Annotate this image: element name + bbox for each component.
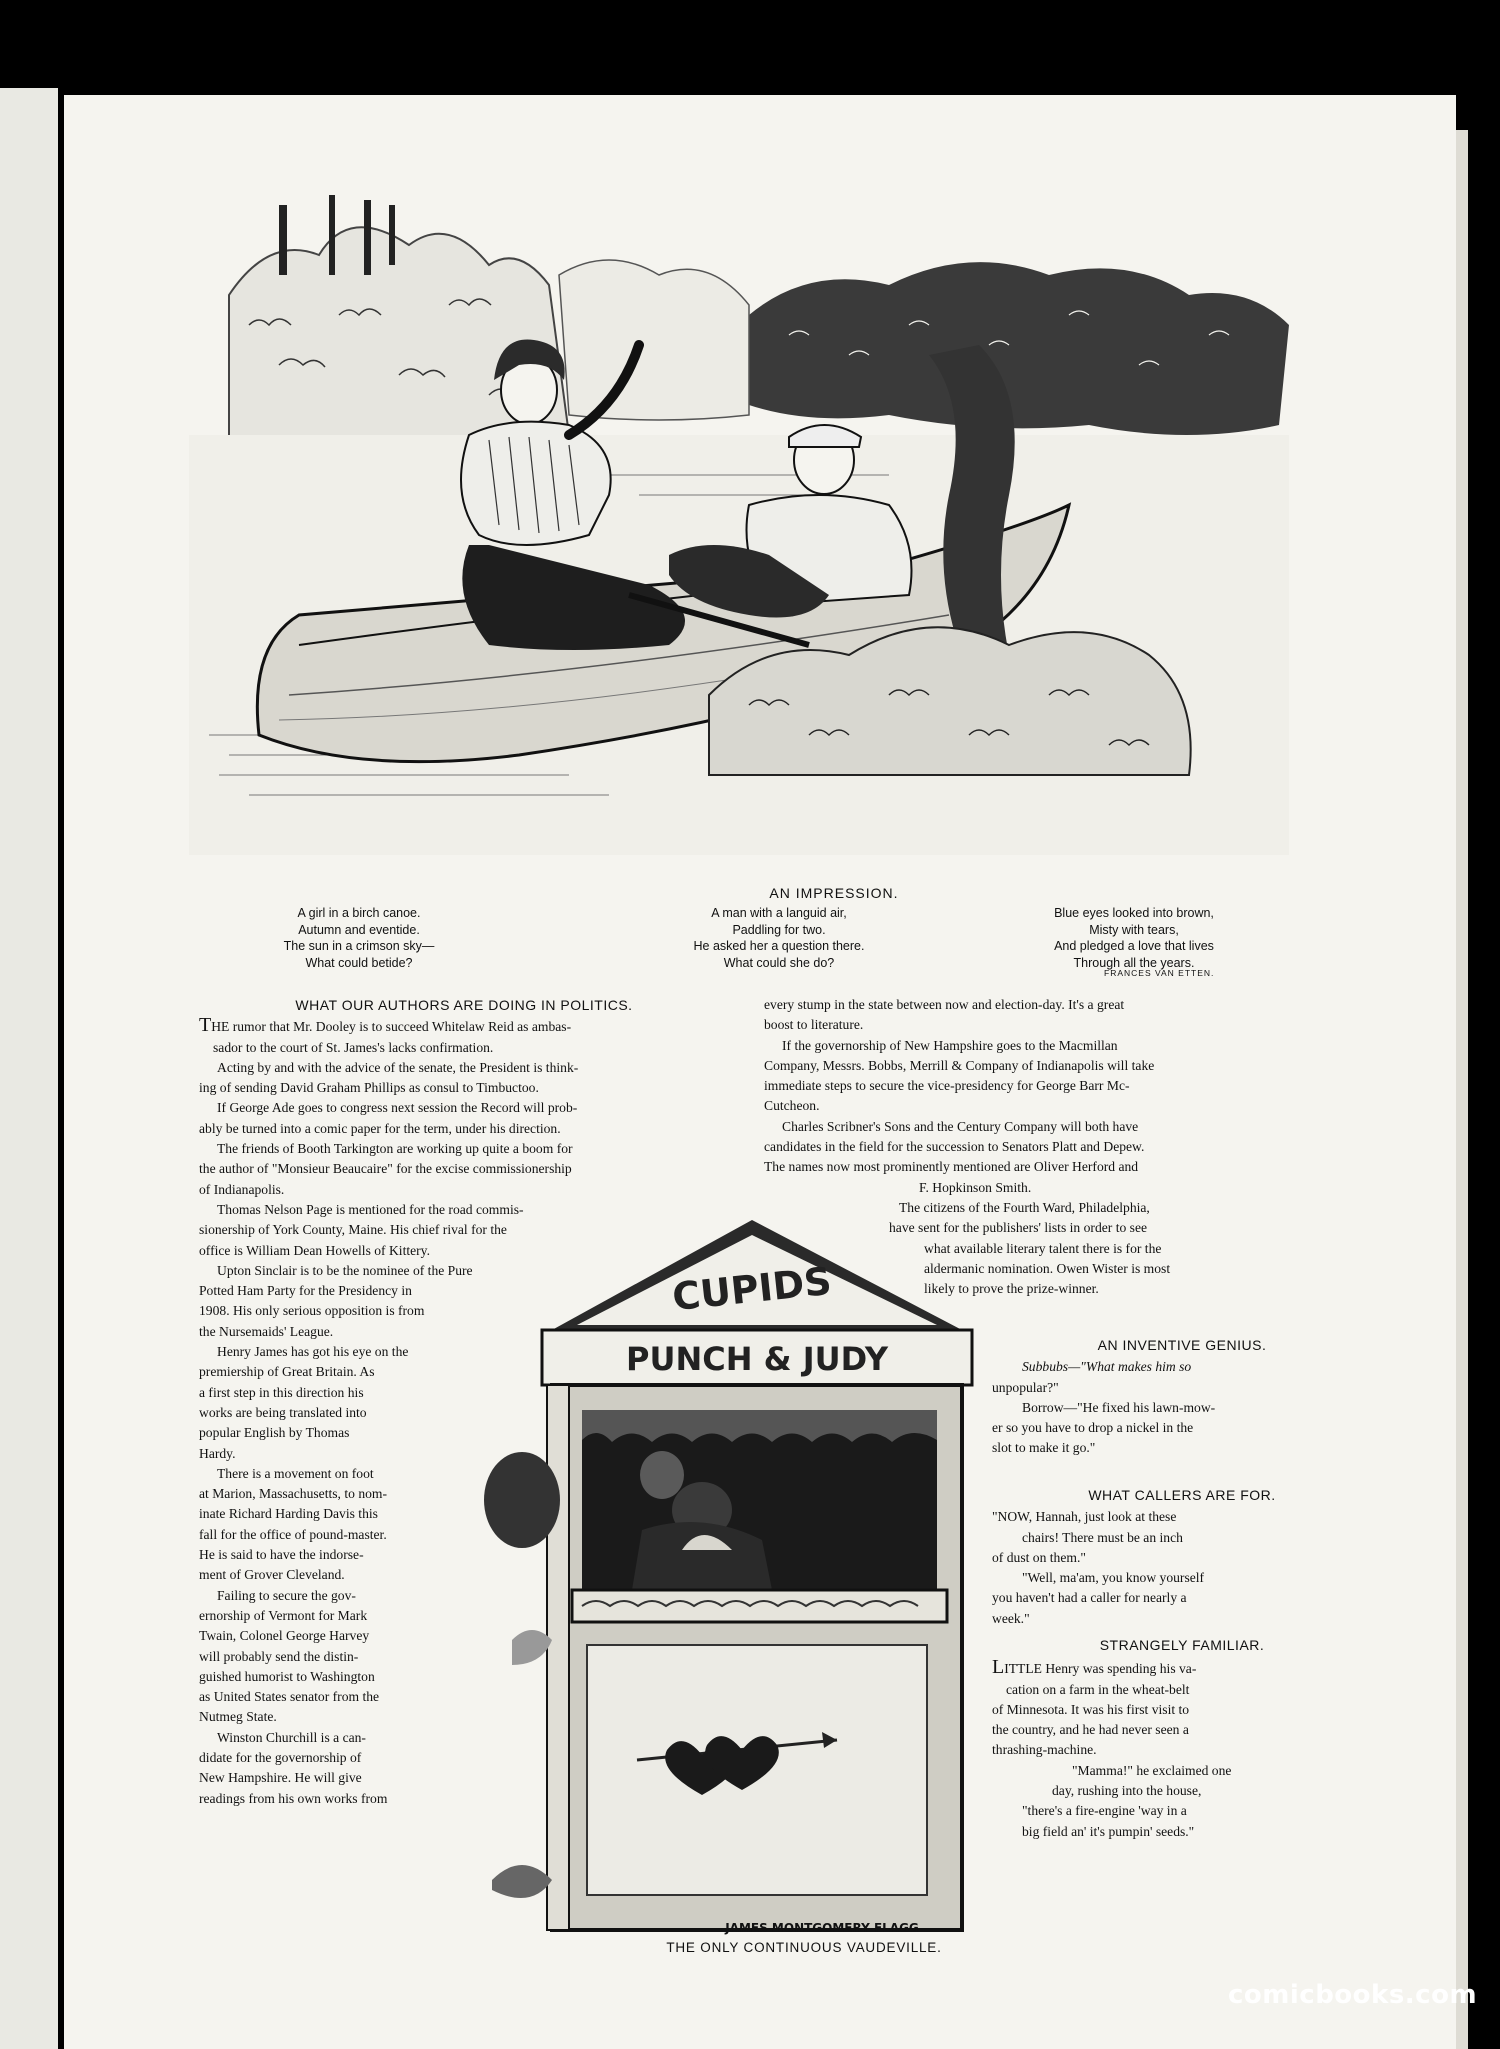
article-line: If the governorship of New Hampshire goes to the Macmillan [782, 1037, 1118, 1053]
inventive-genius-article [992, 1335, 1372, 1459]
dropcap: T [199, 1014, 212, 1037]
article-line: candidates in the field for the succession to Senators Platt and Depew. [764, 1139, 1145, 1155]
article-line: Nutmeg State. [199, 1709, 277, 1725]
poem-line: A girl in a birch canoe. [297, 906, 421, 920]
article-line: you haven't had a caller for nearly a [992, 1590, 1187, 1606]
article-line: of Minnesota. It was his first visit to [992, 1701, 1190, 1717]
article-line: inate Richard Harding Davis this [199, 1506, 378, 1522]
article-line: premiership of Great Britain. As [199, 1364, 375, 1380]
cartoon-caption: THE ONLY CONTINUOUS VAUDEVILLE. [666, 1940, 942, 1955]
article-line: will probably send the distin- [199, 1648, 359, 1664]
article-line: every stump in the state between now and election-day. It's a great [764, 997, 1125, 1012]
poem-line: What could she do? [723, 955, 835, 970]
article-line: big field an' it's pumpin' seeds." [1022, 1823, 1195, 1839]
strangely-familiar-article [992, 1635, 1372, 1842]
poem-line: A man with a languid air, [711, 906, 847, 920]
article-line: aldermanic nomination. Owen Wister is most [924, 1260, 1171, 1276]
article-line: chairs! There must be an inch [1022, 1529, 1183, 1545]
poem-line: And pledged a love that lives [1054, 939, 1214, 953]
article-line: fall for the office of pound-master. [199, 1526, 387, 1542]
poem-author: FRANCES VAN ETTEN. [1104, 968, 1215, 978]
poem-line: What could betide? [305, 955, 413, 970]
article-line: have sent for the publishers' lists in order to see [889, 1220, 1148, 1236]
article-line: sionership of York County, Maine. His chief rival for the [199, 1222, 507, 1238]
article-line: sador to the court of St. James's lacks confirmation. [213, 1039, 494, 1055]
poem-line: Through all the years. [1073, 955, 1195, 970]
article-line: "Well, ma'am, you know yourself [1022, 1570, 1205, 1586]
punch-and-judy-cartoon [472, 1220, 1032, 1940]
article-line: Acting by and with the advice of the senate, the President is think- [217, 1059, 579, 1075]
poem-title: AN IMPRESSION. [769, 885, 899, 901]
article-line: likely to prove the prize-winner. [924, 1281, 1099, 1297]
article-line: popular English by Thomas [199, 1425, 350, 1441]
article-line: didate for the governorship of [199, 1749, 362, 1765]
article-line: er so you have to drop a nickel in the [992, 1420, 1194, 1436]
article-line: Potted Ham Party for the Presidency in [199, 1283, 412, 1299]
article-line: ITTLE Henry was spending his va- [1004, 1661, 1197, 1677]
article-line: "Mamma!" he exclaimed one [1072, 1762, 1232, 1778]
article-line: Failing to secure the gov- [217, 1587, 356, 1603]
artist-signature: JAMES MONTGOMERY FLAGG [725, 1921, 919, 1935]
dropcap: L [992, 1656, 1005, 1679]
article-line: Cutcheon. [764, 1098, 820, 1114]
article-line: Twain, Colonel George Harvey [199, 1628, 370, 1644]
watermark: comicbooks.com [1228, 1980, 1478, 2010]
inventive-heading: AN INVENTIVE GENIUS. [1097, 1337, 1267, 1353]
article-line: Winston Churchill is a can- [217, 1729, 366, 1745]
article-line: The citizens of the Fourth Ward, Philadelphia, [899, 1199, 1150, 1215]
article-line: week." [992, 1610, 1030, 1626]
article-line: Company, Messrs. Bobbs, Merrill & Company of Indianapolis will take [764, 1057, 1155, 1073]
article-line: slot to make it go." [992, 1440, 1096, 1456]
article-line: cation on a farm in the wheat-belt [1006, 1681, 1190, 1697]
article-line: the country, and he had never seen a [992, 1722, 1189, 1738]
article-line: as United States senator from the [199, 1689, 380, 1705]
article-line: day, rushing into the house, [1052, 1783, 1202, 1799]
poem-line: Autumn and eventide. [298, 922, 420, 937]
article-line: Charles Scribner's Sons and the Century Company will both have [782, 1118, 1139, 1134]
poem-stanza-2 [629, 905, 929, 971]
poem-line: Misty with tears, [1089, 922, 1179, 937]
article-line: "there's a fire-engine 'way in a [1022, 1803, 1187, 1819]
article-line: He is said to have the indorse- [199, 1547, 364, 1563]
article-line: at Marion, Massachusetts, to nom- [199, 1486, 388, 1502]
article-line: thrashing-machine. [992, 1742, 1097, 1758]
article-line: ably be turned into a comic paper for the term, under his direction. [199, 1120, 561, 1136]
article-line: a first step in this direction his [199, 1384, 364, 1400]
article-line: The friends of Booth Tarkington are working up quite a boom for [217, 1141, 573, 1157]
article-line: immediate steps to secure the vice-presidency for George Barr Mc- [764, 1078, 1130, 1094]
canoe-illustration [189, 175, 1349, 955]
article-line: the author of "Monsieur Beaucaire" for the excise commissionership [199, 1161, 572, 1177]
article-line: If George Ade goes to congress next session the Record will prob- [217, 1100, 578, 1116]
poem-line: The sun in a crimson sky— [283, 939, 435, 953]
magazine-page [64, 95, 1456, 2049]
politics-heading: WHAT OUR AUTHORS ARE DOING IN POLITICS. [295, 997, 633, 1013]
article-line: New Hampshire. He will give [199, 1770, 362, 1786]
roof-text: CUPIDS [670, 1258, 834, 1320]
article-line: readings from his own works from [199, 1790, 388, 1806]
article-line: the Nursemaids' League. [199, 1323, 334, 1339]
article-line: Henry James has got his eye on the [217, 1344, 409, 1360]
article-line: Subbubs—"What makes him so [1022, 1359, 1192, 1375]
article-line: The names now most prominently mentioned are Oliver Herford and [764, 1159, 1139, 1175]
article-line: HE rumor that Mr. Dooley is to succeed Whitelaw Reid as ambas- [211, 1019, 572, 1035]
article-line: of Indianapolis. [199, 1181, 285, 1197]
poem-stanza-3 [984, 905, 1284, 971]
poem-stanza-1 [239, 905, 479, 971]
callers-heading: WHAT CALLERS ARE FOR. [1088, 1487, 1276, 1503]
article-line: Borrow—"He fixed his lawn-mow- [1022, 1399, 1216, 1415]
previous-page-edge [0, 88, 58, 2049]
poem-line: Blue eyes looked into brown, [1054, 906, 1214, 920]
article-line: There is a movement on foot [217, 1465, 374, 1481]
article-line: "NOW, Hannah, just look at these [992, 1509, 1177, 1525]
article-line: what available literary talent there is for the [924, 1240, 1162, 1256]
familiar-heading: STRANGELY FAMILIAR. [1099, 1637, 1265, 1653]
article-line: unpopular?" [992, 1379, 1059, 1395]
article-line: F. Hopkinson Smith. [919, 1179, 1032, 1195]
article-line: boost to literature. [764, 1017, 864, 1033]
article-line: office is William Dean Howells of Kittery. [199, 1242, 430, 1258]
article-line: Hardy. [199, 1445, 236, 1461]
callers-article [992, 1485, 1372, 1629]
article-line: ernorship of Vermont for Mark [199, 1607, 368, 1623]
page-edge-right [1456, 130, 1468, 2049]
poem-line: He asked her a question there. [693, 939, 865, 953]
article-line: Upton Sinclair is to be the nominee of the Pure [217, 1262, 473, 1278]
sign-text: PUNCH & JUDY [626, 1340, 888, 1378]
poem-line: Paddling for two. [732, 922, 826, 937]
article-line: of dust on them." [992, 1549, 1086, 1565]
article-line: guished humorist to Washington [199, 1668, 375, 1684]
article-line: ing of sending David Graham Phillips as consul to Timbuctoo. [199, 1080, 539, 1096]
article-line: Thomas Nelson Page is mentioned for the road commis- [217, 1201, 524, 1217]
article-line: works are being translated into [199, 1404, 367, 1420]
article-line: ment of Grover Cleveland. [199, 1567, 345, 1583]
article-line: 1908. His only serious opposition is from [199, 1303, 425, 1319]
